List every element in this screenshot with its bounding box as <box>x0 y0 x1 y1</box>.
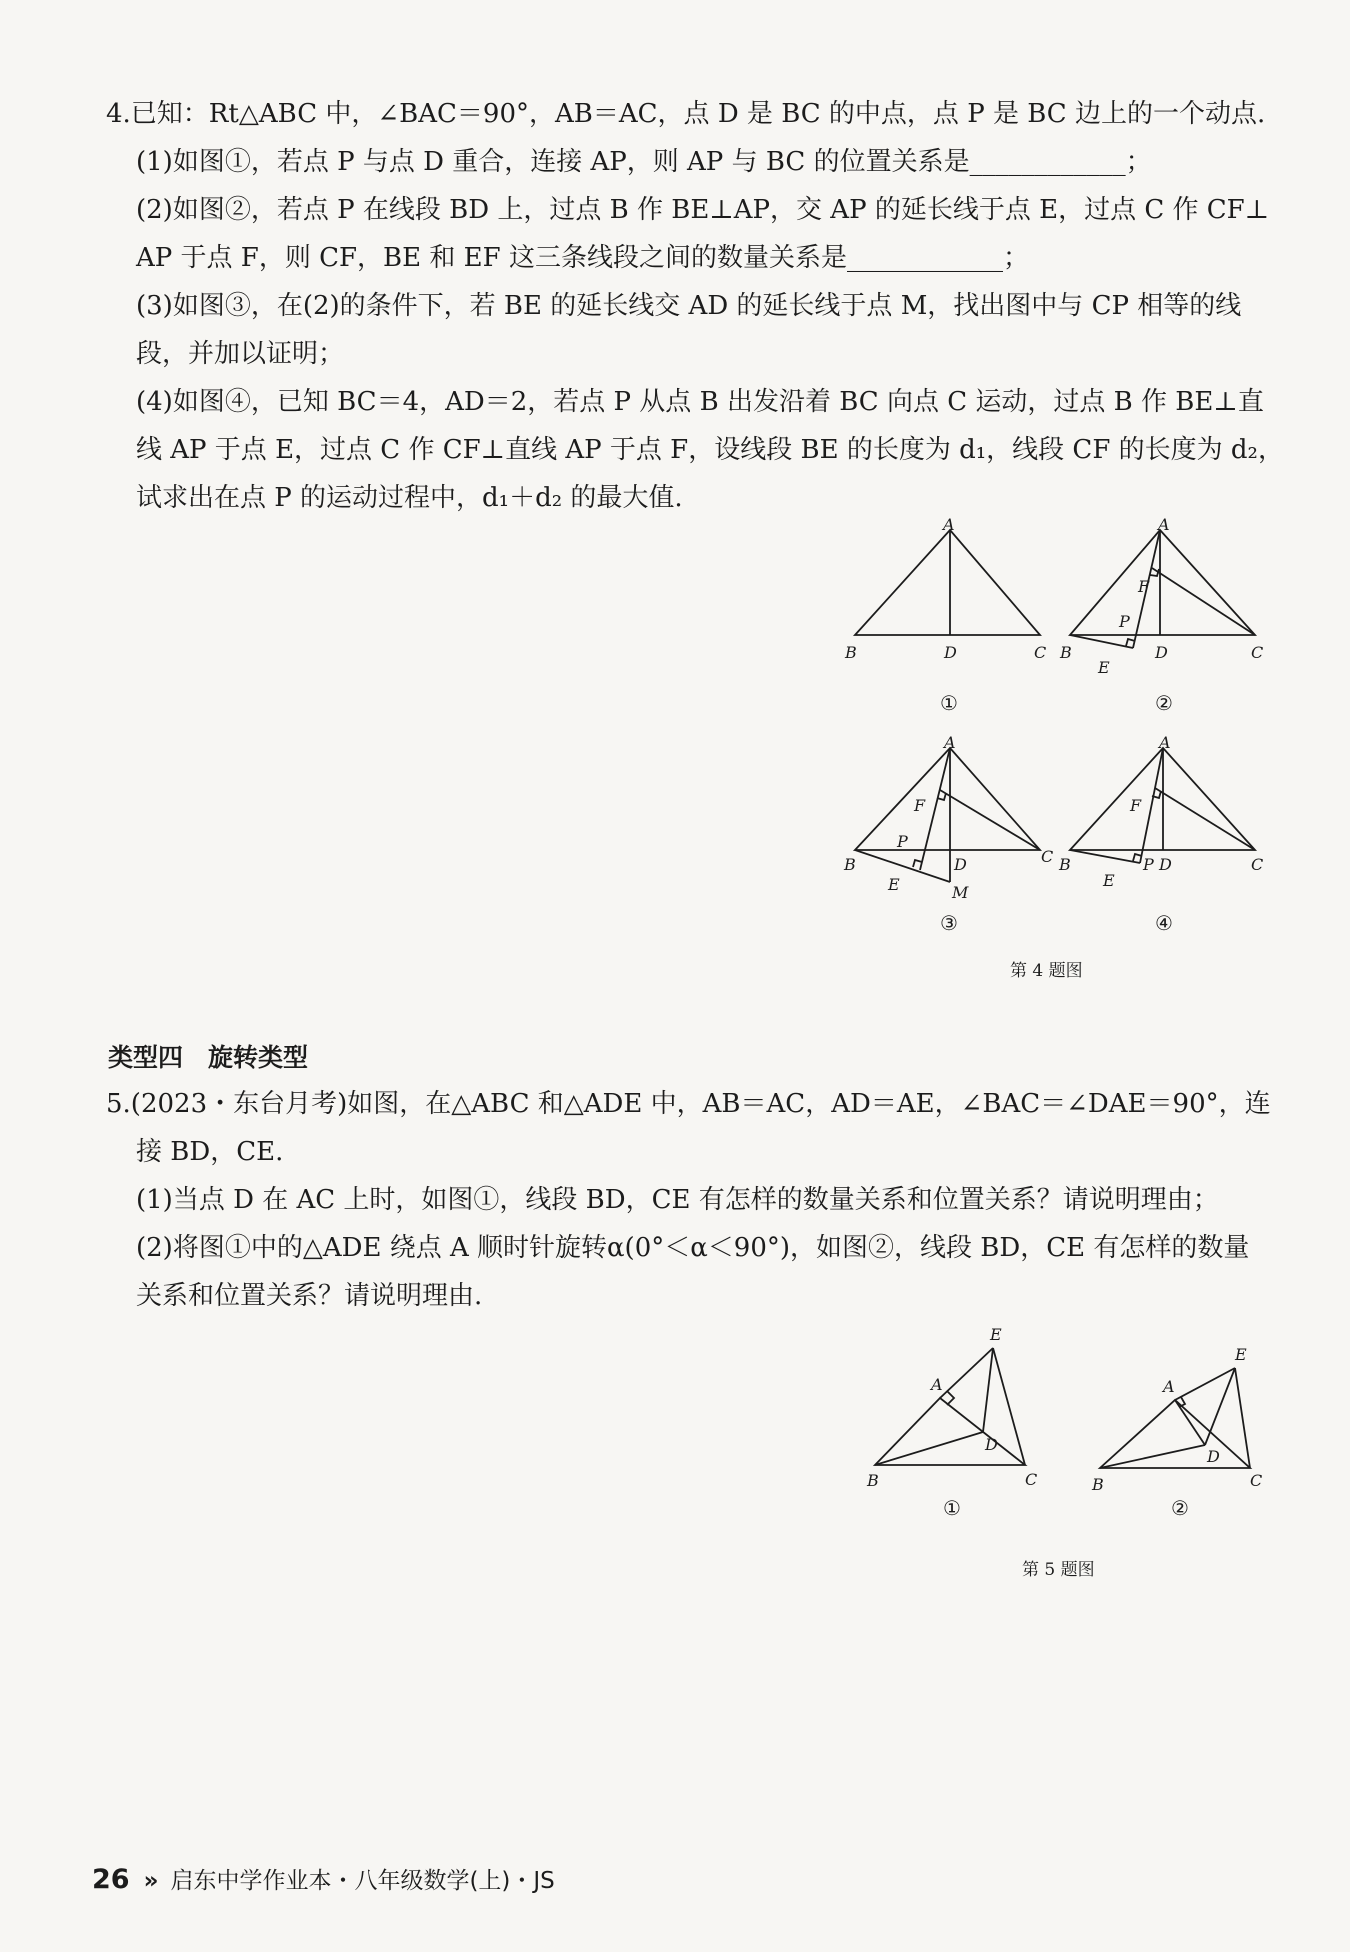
q4-part3-line2: 段，并加以证明； <box>136 339 345 369</box>
q4-part2-line1: (2)如图②，若点 P 在线段 BD 上，过点 B 作 BE⊥AP，交 AP 的延长线于点 E，过点 C 作 CF⊥ <box>136 195 1270 225</box>
label-a: A <box>943 515 955 534</box>
label-f: F <box>914 796 926 815</box>
q5-figure-2 <box>1075 1320 1285 1530</box>
segment-be <box>1070 850 1140 863</box>
label-b: B <box>1092 1475 1104 1494</box>
label-p: P <box>897 832 908 851</box>
label-c: C <box>1041 847 1054 866</box>
segment-cf <box>1155 788 1255 850</box>
label-f: F <box>1130 796 1142 815</box>
right-angle-a <box>947 1391 954 1405</box>
segment-ae <box>1175 1368 1235 1400</box>
segment-ec <box>1235 1368 1250 1468</box>
label-a: A <box>1158 515 1170 534</box>
q4-figure-1 <box>840 515 1050 720</box>
triangle-abc <box>1070 530 1255 635</box>
q5-stem-line1: 5.(2023・东台月考)如图，在△ABC 和△ADE 中，AB＝AC，AD＝AE，∠BAC＝∠DAE＝90°，连 <box>106 1089 1271 1119</box>
label-f: F <box>1138 577 1150 596</box>
label-c: C <box>1025 1470 1038 1489</box>
q5-figure-caption: 第 5 题图 <box>1022 1560 1095 1580</box>
label-d: D <box>1159 855 1172 874</box>
label-e: E <box>1235 1345 1247 1364</box>
segment-ae <box>940 1348 993 1398</box>
fig-number-2: ② <box>1171 1496 1189 1520</box>
fig-number-4: ④ <box>1155 911 1173 935</box>
label-a: A <box>1163 1377 1175 1396</box>
book-title: 启东中学作业本・八年级数学(上)・JS <box>170 1868 555 1894</box>
label-b: B <box>867 1471 879 1490</box>
label-m: M <box>952 883 969 902</box>
q4-figure-4 <box>1055 730 1285 945</box>
q4-figure-caption: 第 4 题图 <box>1010 961 1083 981</box>
label-p: P <box>1119 612 1130 631</box>
q4-part2-line2: AP 于点 F，则 CF，BE 和 EF 这三条线段之间的数量关系是____________； <box>136 243 1029 273</box>
label-d: D <box>1155 643 1168 662</box>
triangle-abc <box>1100 1400 1250 1468</box>
label-b: B <box>845 643 857 662</box>
q4-part3-line1: (3)如图③，在(2)的条件下，若 BE 的延长线交 AD 的延长线于点 M，找出图中与 CP 相等的线 <box>136 291 1242 321</box>
label-p: P <box>1143 855 1154 874</box>
segment-bd <box>1100 1445 1205 1468</box>
label-c: C <box>1034 643 1047 662</box>
q5-part2-line2: 关系和位置关系？请说明理由. <box>136 1281 483 1311</box>
triangle-abc <box>855 530 1040 635</box>
q5-part1: (1)当点 D 在 AC 上时，如图①，线段 BD，CE 有怎样的数量关系和位置关系？请说明理由； <box>136 1185 1219 1215</box>
label-d: D <box>1207 1447 1220 1466</box>
q4-part4-line2: 线 AP 于点 E，过点 C 作 CF⊥直线 AP 于点 F，设线段 BE 的长度为 d₁，线段 CF 的长度为 d₂， <box>136 435 1284 465</box>
q4-part4-line1: (4)如图④，已知 BC＝4，AD＝2，若点 P 从点 B 出发沿着 BC 向点 C 运动，过点 B 作 BE⊥直 <box>136 387 1264 417</box>
label-d: D <box>985 1435 998 1454</box>
label-e: E <box>1103 871 1115 890</box>
q4-part4-line3: 试求出在点 P 的运动过程中，d₁＋d₂ 的最大值. <box>136 483 683 513</box>
fig-number-2: ② <box>1155 691 1173 715</box>
q4-figure-3 <box>840 730 1065 945</box>
label-c: C <box>1250 1471 1263 1490</box>
segment-ed <box>1205 1368 1235 1445</box>
segment-ae <box>1140 748 1163 863</box>
q4-part1: (1)如图①，若点 P 与点 D 重合，连接 AP，则 AP 与 BC 的位置关系是____________； <box>136 147 1152 177</box>
segment-ed <box>983 1348 993 1432</box>
label-e: E <box>888 875 900 894</box>
triangle-abc <box>855 748 1040 850</box>
segment-be <box>1070 635 1133 648</box>
section-heading: 类型四 旋转类型 <box>108 1043 309 1072</box>
label-e: E <box>990 1325 1002 1344</box>
label-a: A <box>944 733 956 752</box>
q5-stem-line2: 接 BD，CE. <box>136 1137 284 1167</box>
label-d: D <box>944 643 957 662</box>
triangle-abc <box>875 1398 1025 1465</box>
q5-figure-1 <box>855 1320 1055 1530</box>
page-number: 26 <box>92 1864 130 1895</box>
label-c: C <box>1251 855 1264 874</box>
fig-number-1: ① <box>940 691 958 715</box>
page-footer <box>92 1862 555 1895</box>
label-b: B <box>844 855 856 874</box>
fig-number-3: ③ <box>940 911 958 935</box>
label-d: D <box>954 855 967 874</box>
label-c: C <box>1251 643 1264 662</box>
q4-figure-2 <box>1055 515 1285 720</box>
segment-bm <box>855 850 950 882</box>
label-b: B <box>1060 643 1072 662</box>
label-b: B <box>1059 855 1071 874</box>
fig-number-1: ① <box>943 1496 961 1520</box>
q5-part2-line1: (2)将图①中的△ADE 绕点 A 顺时针旋转α(0°＜α＜90°)，如图②，线段 BD，CE 有怎样的数量 <box>136 1233 1250 1263</box>
q4-stem: 4.已知：Rt△ABC 中，∠BAC＝90°，AB＝AC，点 D 是 BC 的中点，点 P 是 BC 边上的一个动点. <box>106 99 1266 129</box>
chevron-right-icon: » <box>143 1868 159 1894</box>
label-a: A <box>1159 733 1171 752</box>
label-e: E <box>1098 658 1110 677</box>
label-a: A <box>931 1375 943 1394</box>
segment-cf <box>940 790 1040 850</box>
